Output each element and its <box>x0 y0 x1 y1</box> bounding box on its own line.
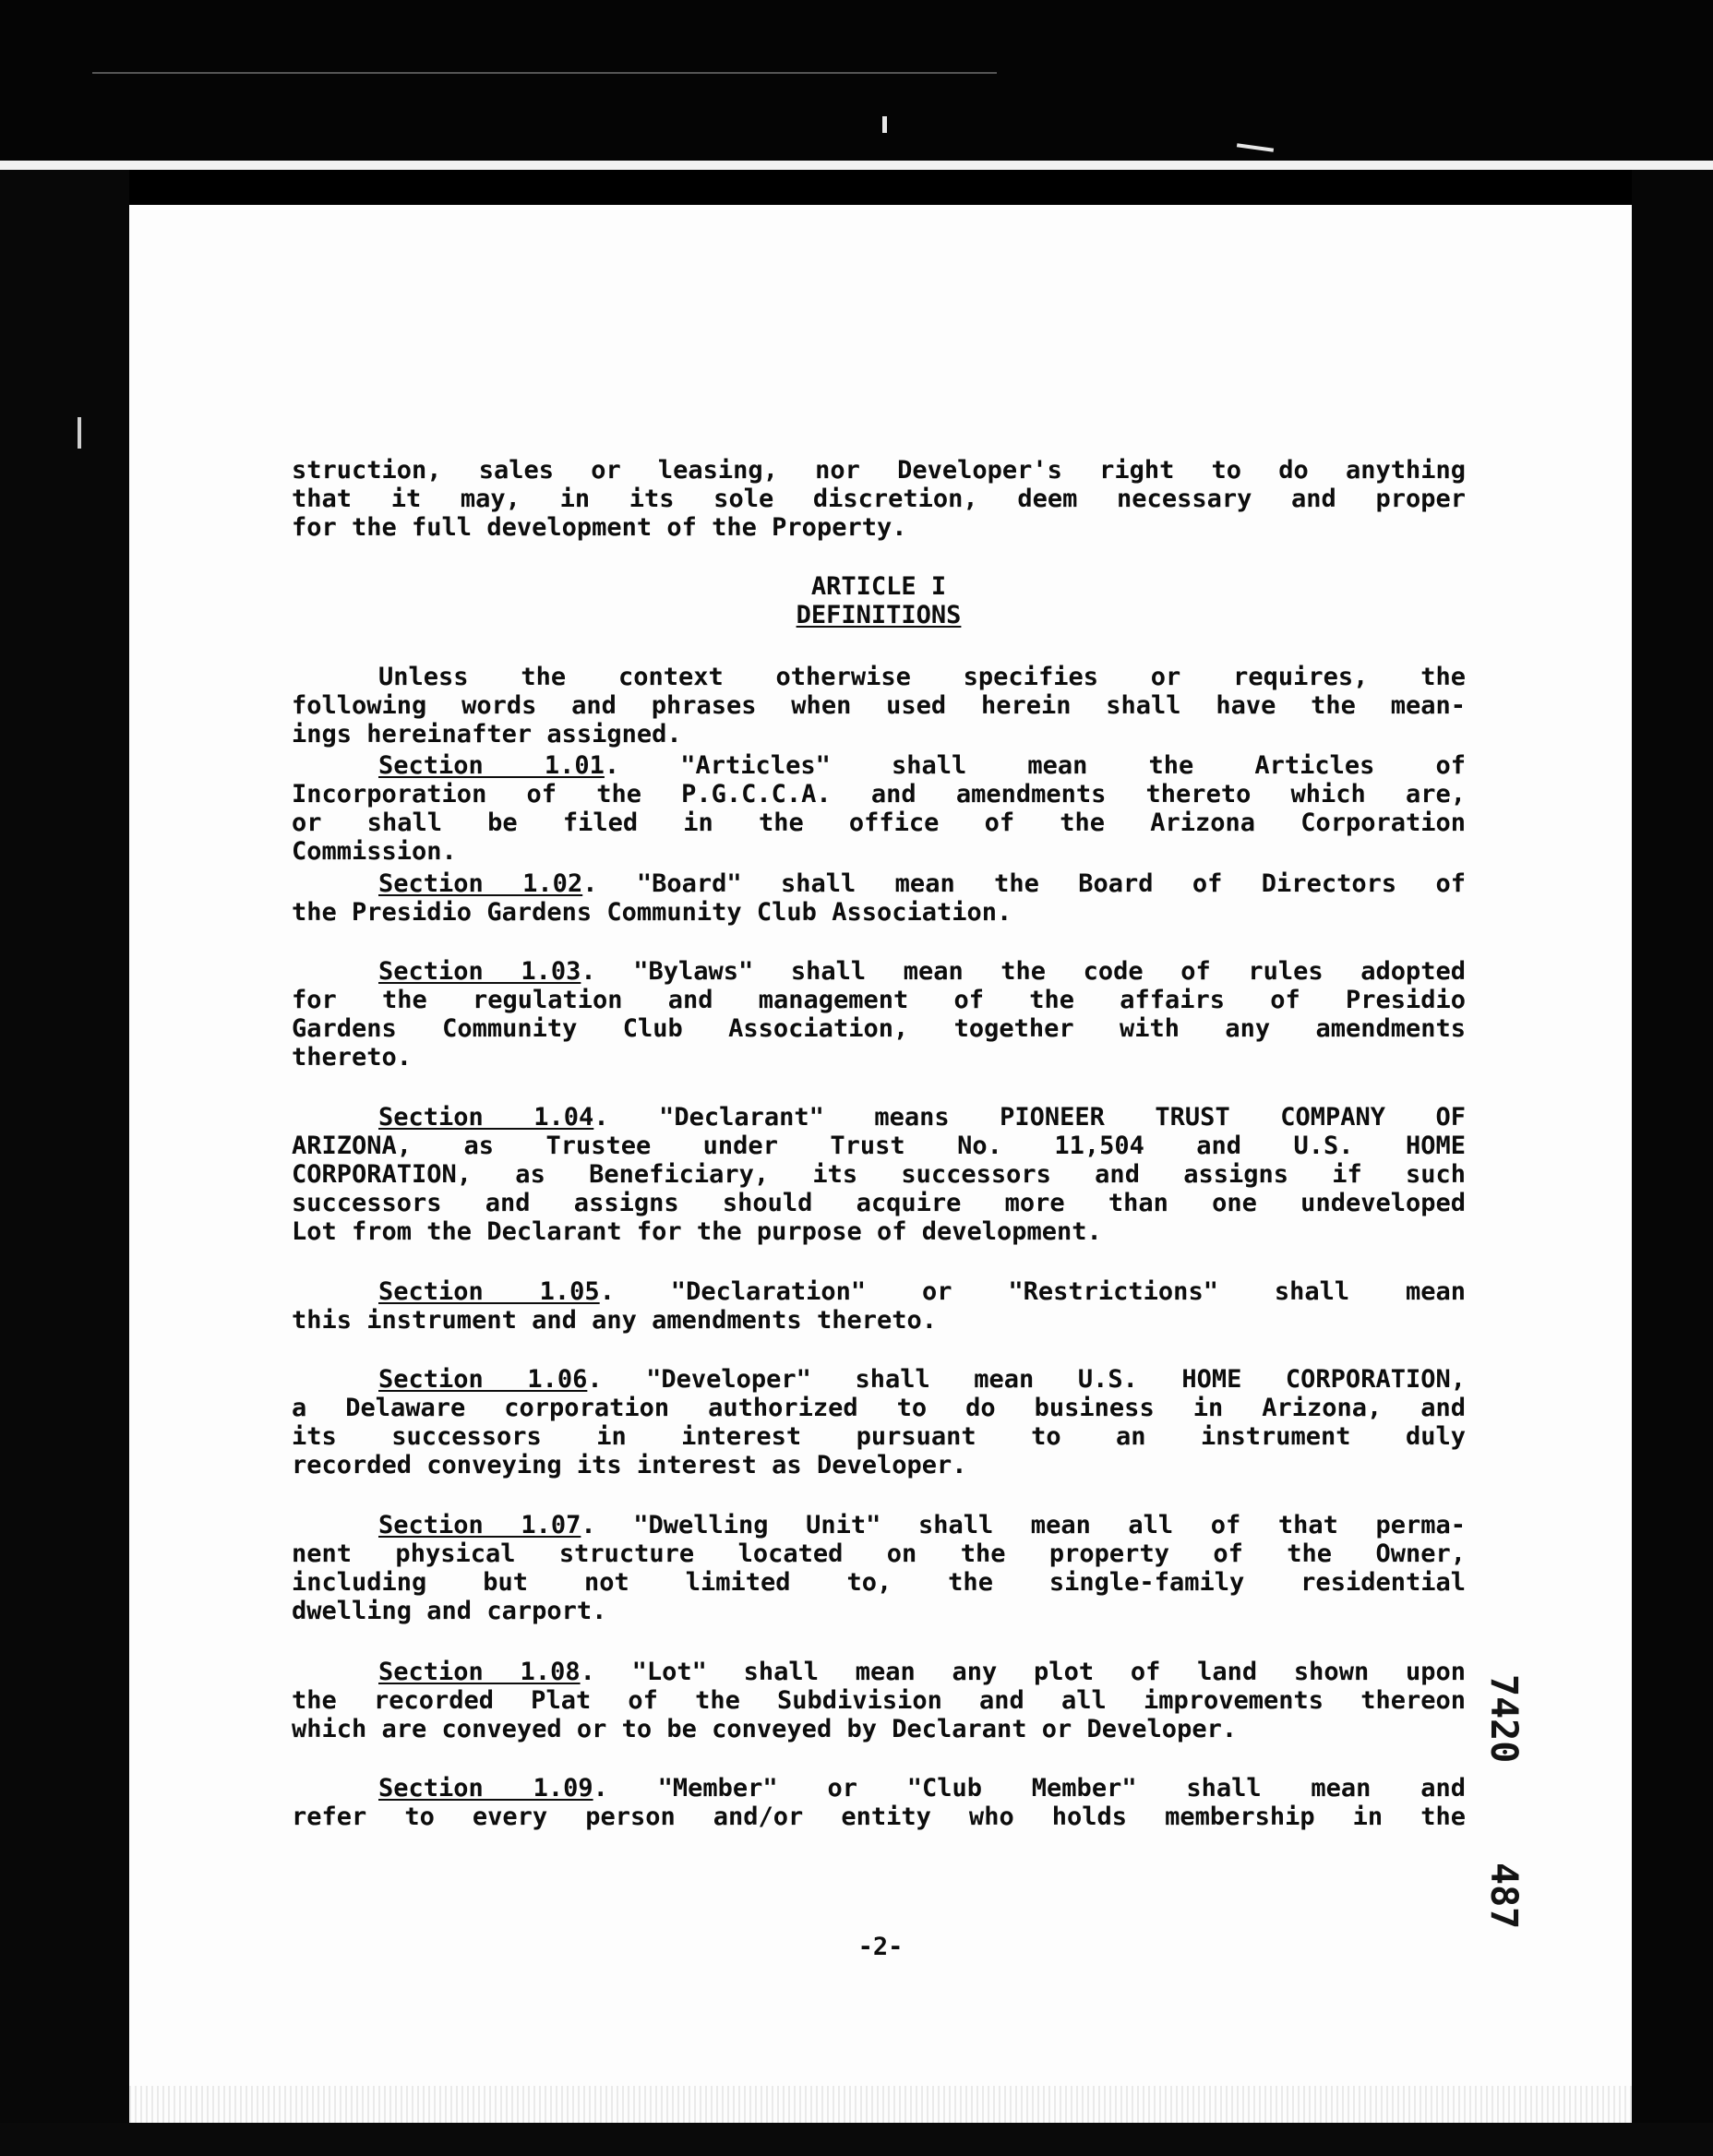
text-line: struction, sales or leasing, nor Developer's right to do anything <box>292 456 1466 485</box>
text-line: following words and phrases when used herein shall have the mean- <box>292 691 1466 720</box>
text-line: which are conveyed or to be conveyed by Declarant or Developer. <box>292 1715 1238 1743</box>
text-run: . "Board" shall mean the Board of Directors of <box>582 869 1466 898</box>
scan-edge-line <box>0 161 1713 170</box>
text-line: that it may, in its sole discretion, deem necessary and proper <box>292 485 1466 513</box>
text-run: . "Developer" shall mean U.S. HOME CORPORATION, <box>587 1365 1466 1394</box>
section-1-03 <box>292 957 1466 1072</box>
section-label: Section 1.05 <box>378 1277 600 1306</box>
text-run: . "Member" or "Club Member" shall mean and <box>593 1774 1466 1803</box>
text-line: or shall be filed in the office of the Arizona Corporation <box>292 808 1466 837</box>
section-label: Section 1.03 <box>378 957 581 986</box>
text-run: . "Declaration" or "Restrictions" shall mean <box>599 1277 1466 1306</box>
article-heading <box>292 572 1466 629</box>
scan-artifact-line <box>92 72 997 74</box>
text-line: including but not limited to, the single-family residential <box>292 1568 1466 1597</box>
scan-right-border <box>1632 170 1713 2156</box>
text-line: the Presidio Gardens Community Club Association. <box>292 898 1012 927</box>
section-1-09 <box>292 1774 1466 1831</box>
section-1-06 <box>292 1365 1466 1479</box>
text-line: thereto. <box>292 1043 413 1072</box>
section-1-08 <box>292 1658 1466 1743</box>
section-label: Section 1.08 <box>378 1658 581 1686</box>
text-line: the recorded Plat of the Subdivision and all improvements thereon <box>292 1686 1466 1715</box>
text-line: CORPORATION, as Beneficiary, its successors and assigns if such <box>292 1160 1466 1189</box>
section-1-04 <box>292 1103 1466 1246</box>
section-1-07 <box>292 1511 1466 1625</box>
text-line: Incorporation of the P.G.C.C.A. and amendments thereto which are, <box>292 780 1466 808</box>
text-line: Lot from the Declarant for the purpose of development. <box>292 1217 1102 1246</box>
document-page <box>129 205 1632 2123</box>
page-number: -2- <box>857 1933 904 1961</box>
text-line: successors and assigns should acquire more than one undeveloped <box>292 1189 1466 1217</box>
scan-left-border <box>0 170 129 2156</box>
text-line: Commission. <box>292 837 457 866</box>
text-line: ARIZONA, as Trustee under Trust No. 11,504 and U.S. HOME <box>292 1132 1466 1160</box>
recording-stamp-book: 7420 <box>1482 1674 1525 1764</box>
section-label: Section 1.07 <box>378 1511 581 1539</box>
text-line: this instrument and any amendments thereto. <box>292 1306 937 1335</box>
text-run: . "Articles" shall mean the Articles of <box>604 751 1466 780</box>
text-line: dwelling and carport. <box>292 1597 607 1625</box>
section-1-05 <box>292 1277 1466 1335</box>
section-label: Section 1.02 <box>378 869 583 898</box>
intro-paragraph <box>292 663 1466 749</box>
text-run: . "Dwelling Unit" shall mean all of that perma- <box>581 1511 1466 1539</box>
text-line: Unless the context otherwise specifies or requires, the <box>378 663 1466 691</box>
section-label: Section 1.06 <box>378 1365 588 1394</box>
section-1-02 <box>292 869 1466 927</box>
text-run: . "Bylaws" shall mean the code of rules adopted <box>581 957 1466 986</box>
text-line: nent physical structure located on the property of the Owner, <box>292 1539 1466 1568</box>
section-1-01 <box>292 751 1466 866</box>
section-label: Section 1.01 <box>378 751 605 780</box>
scan-speck <box>78 417 81 449</box>
opening-paragraph <box>292 456 1466 542</box>
scan-speck <box>882 116 887 133</box>
article-title: DEFINITIONS <box>796 601 962 629</box>
section-label: Section 1.04 <box>378 1103 594 1132</box>
text-run: . "Declarant" means PIONEER TRUST COMPANY OF <box>593 1103 1466 1132</box>
text-line: Gardens Community Club Association, together with any amendments <box>292 1014 1466 1043</box>
text-line: for the regulation and management of the affairs of Presidio <box>292 986 1466 1014</box>
article-number: ARTICLE I <box>810 572 947 601</box>
scan-top-border <box>0 0 1713 162</box>
section-label: Section 1.09 <box>378 1774 593 1803</box>
text-line: a Delaware corporation authorized to do business in Arizona, and <box>292 1394 1466 1422</box>
text-run: . "Lot" shall mean any plot of land shown upon <box>580 1658 1466 1686</box>
text-line: recorded conveying its interest as Developer. <box>292 1451 967 1479</box>
scan-bottom-border <box>0 2123 1713 2156</box>
text-line: ings hereinafter assigned. <box>292 720 682 749</box>
text-line: its successors in interest pursuant to an instrument duly <box>292 1422 1466 1451</box>
text-line: refer to every person and/or entity who holds membership in the <box>292 1803 1466 1831</box>
recording-stamp-page: 487 <box>1482 1863 1525 1930</box>
text-line: for the full development of the Property. <box>292 513 907 542</box>
